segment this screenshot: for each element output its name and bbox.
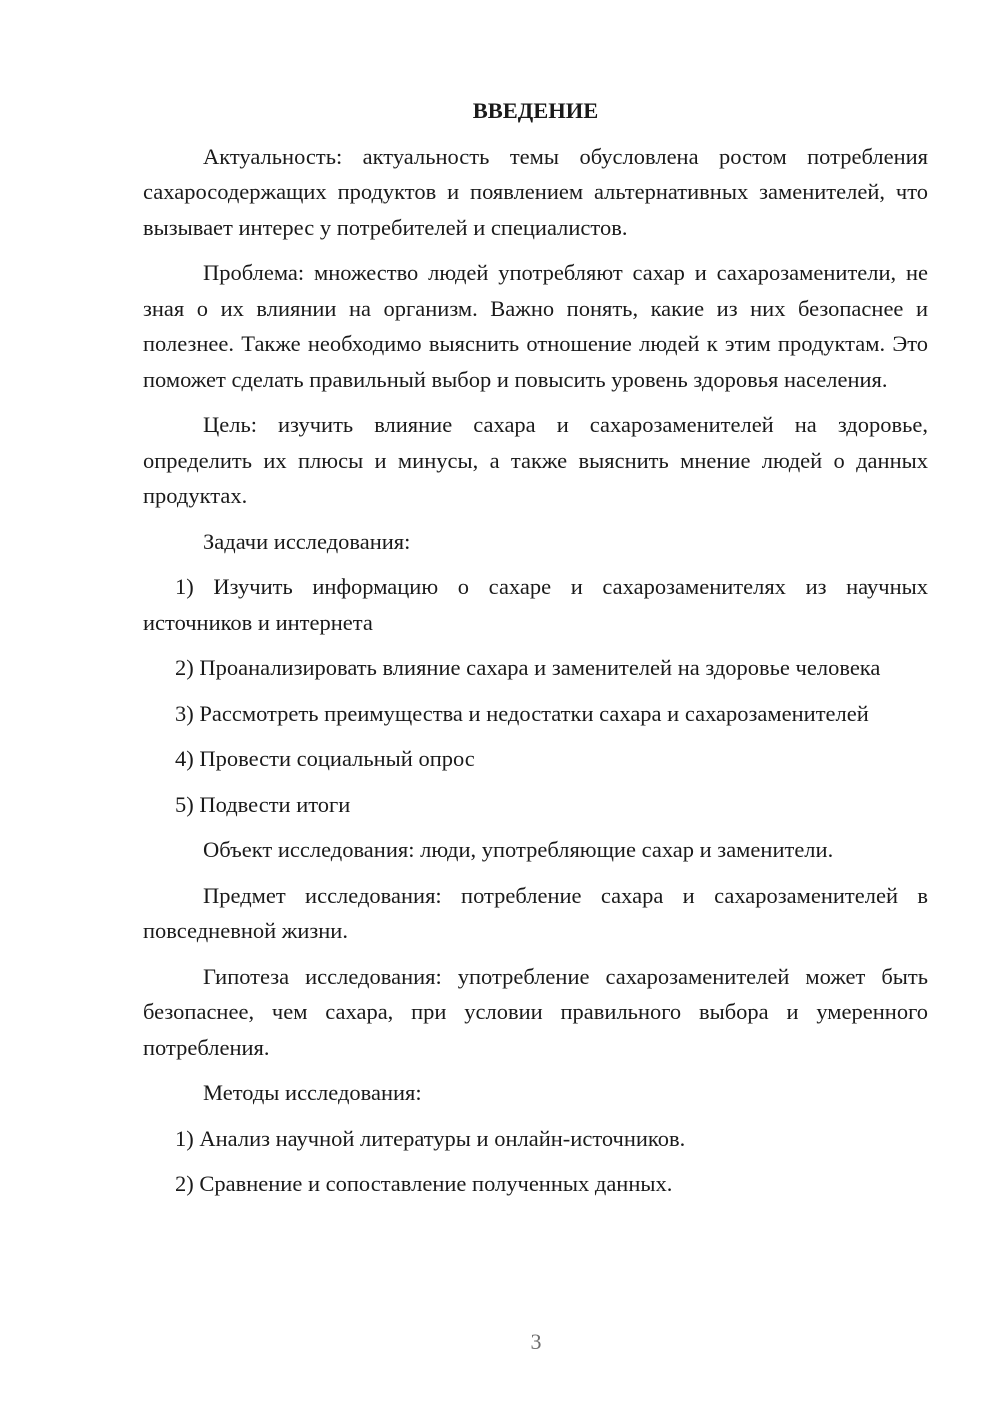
page-content bbox=[143, 93, 928, 1212]
subject-paragraph: Предмет исследования: потребление сахара и сахарозаменителей в повседневной жизни. bbox=[143, 882, 928, 943]
methods-heading: Методы исследования: bbox=[203, 1080, 422, 1105]
actuality-paragraph: Актуальность: актуальность темы обусловлена ростом потребления сахаросодержащих продуктов и появлением альтернативных заменителей, что вызывает интерес у потребителей и специалистов. bbox=[143, 143, 928, 240]
task-item-1: 1) Изучить информацию о сахаре и сахарозаменителях из научных источников и интернета bbox=[143, 574, 928, 635]
section-title: ВВЕДЕНИЕ bbox=[472, 98, 599, 123]
task-item-2: 2) Проанализировать влияние сахара и заменителей на здоровье человека bbox=[175, 655, 881, 680]
page-number: 3 bbox=[530, 1329, 542, 1354]
goal-paragraph: Цель: изучить влияние сахара и сахарозаменителей на здоровье, определить их плюсы и минусы, а также выяснить мнение людей о данных продуктах. bbox=[143, 412, 928, 508]
task-item-5: 5) Подвести итоги bbox=[175, 791, 351, 817]
task-item-4: 4) Провести социальный опрос bbox=[175, 746, 475, 771]
method-item-2: 2) Сравнение и сопоставление полученных данных. bbox=[175, 1171, 673, 1196]
tasks-heading: Задачи исследования: bbox=[203, 528, 411, 554]
hypothesis-paragraph: Гипотеза исследования: употребление сахарозаменителей может быть безопаснее, чем сахара, при условии правильного выбора и умеренного потребления. bbox=[143, 963, 928, 1060]
task-item-3: 3) Рассмотреть преимущества и недостатки сахара и сахарозаменителей bbox=[175, 700, 869, 726]
object-paragraph: Объект исследования: люди, употребляющие сахар и заменители. bbox=[203, 837, 834, 862]
method-item-1: 1) Анализ научной литературы и онлайн-источников. bbox=[175, 1125, 686, 1151]
problem-paragraph: Проблема: множество людей употребляют сахар и сахарозаменители, не зная о их влиянии на организм. Важно понять, какие из них безопаснее и полезнее. Также необходимо выяснить отношение людей к этим продуктам. Это поможет сделать правильный выбор и повысить уровень здоровья населения. bbox=[143, 260, 928, 392]
